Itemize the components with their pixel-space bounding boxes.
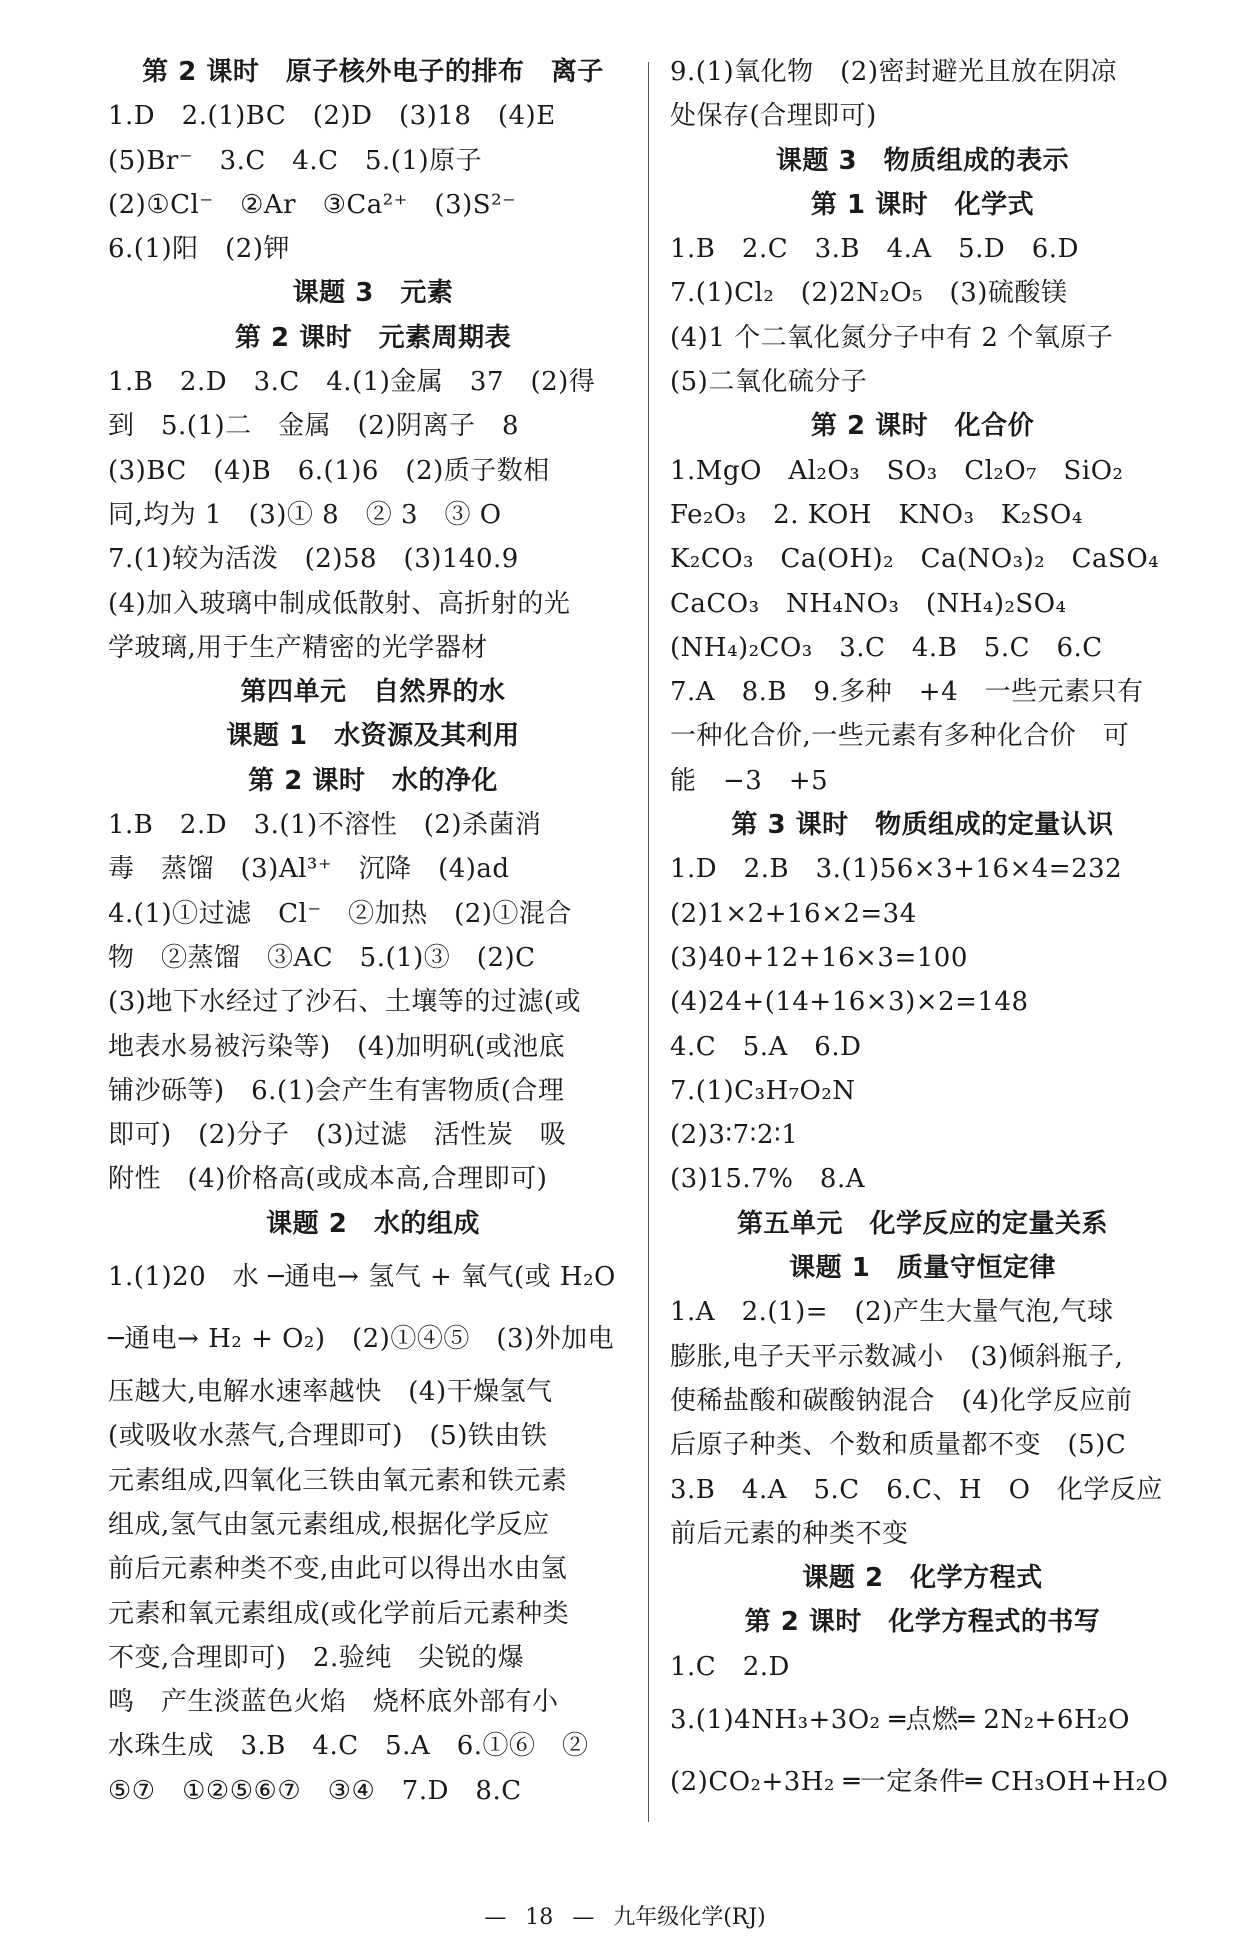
section-heading: 第四单元 自然界的水 xyxy=(240,677,506,708)
page-footer xyxy=(0,1900,1250,1931)
answer-line: 3.(1)4NH₃+3O₂ ═点燃═ 2N₂+6H₂O xyxy=(670,1704,1130,1735)
answer-line: (5)Br⁻ 3.C 4.C 5.(1)原子 xyxy=(108,145,483,176)
subject-label: 九年级化学(RJ) xyxy=(613,1905,766,1930)
answer-line: (3)BC (4)B 6.(1)6 (2)质子数相 xyxy=(108,455,550,486)
footer-dash-left: — xyxy=(484,1905,507,1930)
section-heading: 第 1 课时 化学式 xyxy=(810,189,1035,220)
answer-line: (3)地下水经过了沙石、土壤等的过滤(或 xyxy=(108,987,581,1018)
answer-line: ─通电→ H₂ + O₂) (2)①④⑤ (3)外加电 xyxy=(108,1324,615,1355)
answer-line: 附性 (4)价格高(或成本高,合理即可) xyxy=(108,1164,548,1195)
section-heading: 课题 3 物质组成的表示 xyxy=(775,145,1070,176)
answer-line: 7.(1)Cl₂ (2)2N₂O₅ (3)硫酸镁 xyxy=(670,278,1068,309)
answer-line: 同,均为 1 (3)① 8 ② 3 ③ O xyxy=(108,499,502,530)
answer-line: 7.(1)较为活泼 (2)58 (3)140.9 xyxy=(108,544,519,575)
answer-line: 9.(1)氧化物 (2)密封避光且放在阴凉 xyxy=(670,57,1117,87)
answer-line: 6.(1)阳 (2)钾 xyxy=(108,234,290,265)
left-column xyxy=(108,50,638,1813)
footer-dash-right: — xyxy=(572,1905,595,1930)
answer-line: 元素组成,四氧化三铁由氧元素和铁元素 xyxy=(108,1465,568,1496)
answer-line: 压越大,电解水速率越快 (4)干燥氢气 xyxy=(108,1377,553,1408)
answer-line: (4)1 个二氧化氮分子中有 2 个氧原子 xyxy=(670,322,1114,353)
answer-line: (5)二氧化硫分子 xyxy=(670,367,868,398)
answer-line: (2)3∶7∶2∶1 xyxy=(670,1120,799,1151)
answer-line: 前后元素种类不变,由此可以得出水由氢 xyxy=(108,1554,568,1585)
section-heading: 课题 2 化学方程式 xyxy=(802,1563,1043,1594)
answer-line: CaCO₃ NH₄NO₃ (NH₄)₂SO₄ xyxy=(670,588,1067,619)
answer-line: 前后元素的种类不变 xyxy=(670,1518,909,1549)
answer-line: 处保存(合理即可) xyxy=(670,101,877,132)
answer-line: (或吸收水蒸气,合理即可) (5)铁由铁 xyxy=(108,1421,548,1452)
answer-line: Fe₂O₃ 2. KOH KNO₃ K₂SO₄ xyxy=(670,499,1083,530)
answer-line: 水珠生成 3.B 4.C 5.A 6.①⑥ ② xyxy=(108,1731,589,1762)
answer-line: 7.A 8.B 9.多种 +4 一些元素只有 xyxy=(670,677,1144,708)
answer-line: (2)1×2+16×2=34 xyxy=(670,898,917,929)
answer-line: 物 ②蒸馏 ③AC 5.(1)③ (2)C xyxy=(108,942,536,973)
right-column xyxy=(670,50,1175,1813)
section-heading: 第 2 课时 化合价 xyxy=(810,411,1035,442)
answer-line: 1.D 2.B 3.(1)56×3+16×4=232 xyxy=(670,854,1123,885)
answer-line: 组成,氢气由氢元素组成,根据化学反应 xyxy=(108,1509,550,1540)
answer-line: 使稀盐酸和碳酸钠混合 (4)化学反应前 xyxy=(670,1385,1133,1416)
answer-line: 一种化合价,一些元素有多种化合价 可 xyxy=(670,721,1130,752)
answer-line: 学玻璃,用于生产精密的光学器材 xyxy=(108,632,488,663)
answer-line: 1.C 2.D xyxy=(670,1651,790,1682)
answer-line: (4)24+(14+16×3)×2=148 xyxy=(670,987,1029,1018)
answer-line: 毒 蒸馏 (3)Al³⁺ 沉降 (4)ad xyxy=(108,854,510,885)
section-heading: 课题 2 水的组成 xyxy=(266,1208,480,1239)
answer-line: 1.(1)20 水 ─通电→ 氢气 + 氧气(或 H₂O xyxy=(108,1262,616,1293)
answer-line: ⑤⑦ ①②⑤⑥⑦ ③④ 7.D 8.C xyxy=(108,1775,522,1806)
answer-line: 1.B 2.D 3.C 4.(1)金属 37 (2)得 xyxy=(108,367,596,398)
answer-line: 到 5.(1)二 金属 (2)阴离子 8 xyxy=(108,411,520,442)
section-heading: 第 2 课时 元素周期表 xyxy=(234,322,512,353)
answer-line: K₂CO₃ Ca(OH)₂ Ca(NO₃)₂ CaSO₄ xyxy=(670,544,1160,575)
section-heading: 课题 3 元素 xyxy=(292,278,454,309)
answer-line: 铺沙砾等) 6.(1)会产生有害物质(合理 xyxy=(108,1075,565,1106)
answer-line: 不变,合理即可) 2.验纯 尖锐的爆 xyxy=(108,1642,525,1673)
answer-line: 1.B 2.C 3.B 4.A 5.D 6.D xyxy=(670,234,1079,265)
section-heading: 课题 1 质量守恒定律 xyxy=(789,1253,1056,1284)
answer-line: 地表水易被污染等) (4)加明矾(或池底 xyxy=(108,1031,566,1062)
answer-line: 后原子种类、个数和质量都不变 (5)C xyxy=(670,1430,1127,1461)
answer-line: (3)40+12+16×3=100 xyxy=(670,942,968,973)
answer-line: 7.(1)C₃H₇O₂N xyxy=(670,1075,856,1106)
answer-line: (2)CO₂+3H₂ ═一定条件═ CH₃OH+H₂O xyxy=(670,1766,1169,1797)
answer-line: 1.D 2.(1)BC (2)D (3)18 (4)E xyxy=(108,101,556,132)
answer-line: (NH₄)₂CO₃ 3.C 4.B 5.C 6.C xyxy=(670,632,1103,663)
answer-line: 1.A 2.(1)= (2)产生大量气泡,气球 xyxy=(670,1297,1114,1328)
answer-line: 膨胀,电子天平示数减小 (3)倾斜瓶子, xyxy=(670,1341,1124,1372)
page-number: 18 xyxy=(525,1905,554,1930)
answer-line: 能 −3 +5 xyxy=(670,765,829,796)
answer-line: 鸣 产生淡蓝色火焰 烧杯底外部有小 xyxy=(108,1687,559,1718)
answer-line: (3)15.7% 8.A xyxy=(670,1164,866,1195)
section-heading: 第 2 课时 化学方程式的书写 xyxy=(744,1607,1101,1638)
answer-line: 即可) (2)分子 (3)过滤 活性炭 吸 xyxy=(108,1120,567,1151)
section-heading: 第 3 课时 物质组成的定量认识 xyxy=(731,810,1114,841)
answer-line: 4.C 5.A 6.D xyxy=(670,1031,862,1062)
answer-line: 1.MgO Al₂O₃ SO₃ Cl₂O₇ SiO₂ xyxy=(670,455,1124,486)
section-heading: 第 2 课时 水的净化 xyxy=(248,765,498,796)
answer-line: 1.B 2.D 3.(1)不溶性 (2)杀菌消 xyxy=(108,810,542,841)
answer-line: (4)加入玻璃中制成低散射、高折射的光 xyxy=(108,588,571,619)
answer-line: (2)①Cl⁻ ②Ar ③Ca²⁺ (3)S²⁻ xyxy=(108,189,517,220)
column-divider xyxy=(648,62,649,1822)
answer-line: 4.(1)①过滤 Cl⁻ ②加热 (2)①混合 xyxy=(108,898,572,929)
answer-line: 3.B 4.A 5.C 6.C、H O 化学反应 xyxy=(670,1474,1163,1505)
section-heading: 课题 1 水资源及其利用 xyxy=(226,721,520,752)
section-heading: 第五单元 化学反应的定量关系 xyxy=(736,1208,1108,1239)
section-heading: 第 2 课时 原子核外电子的排布 离子 xyxy=(142,57,604,87)
answer-line: 元素和氧元素组成(或化学前后元素种类 xyxy=(108,1598,570,1629)
